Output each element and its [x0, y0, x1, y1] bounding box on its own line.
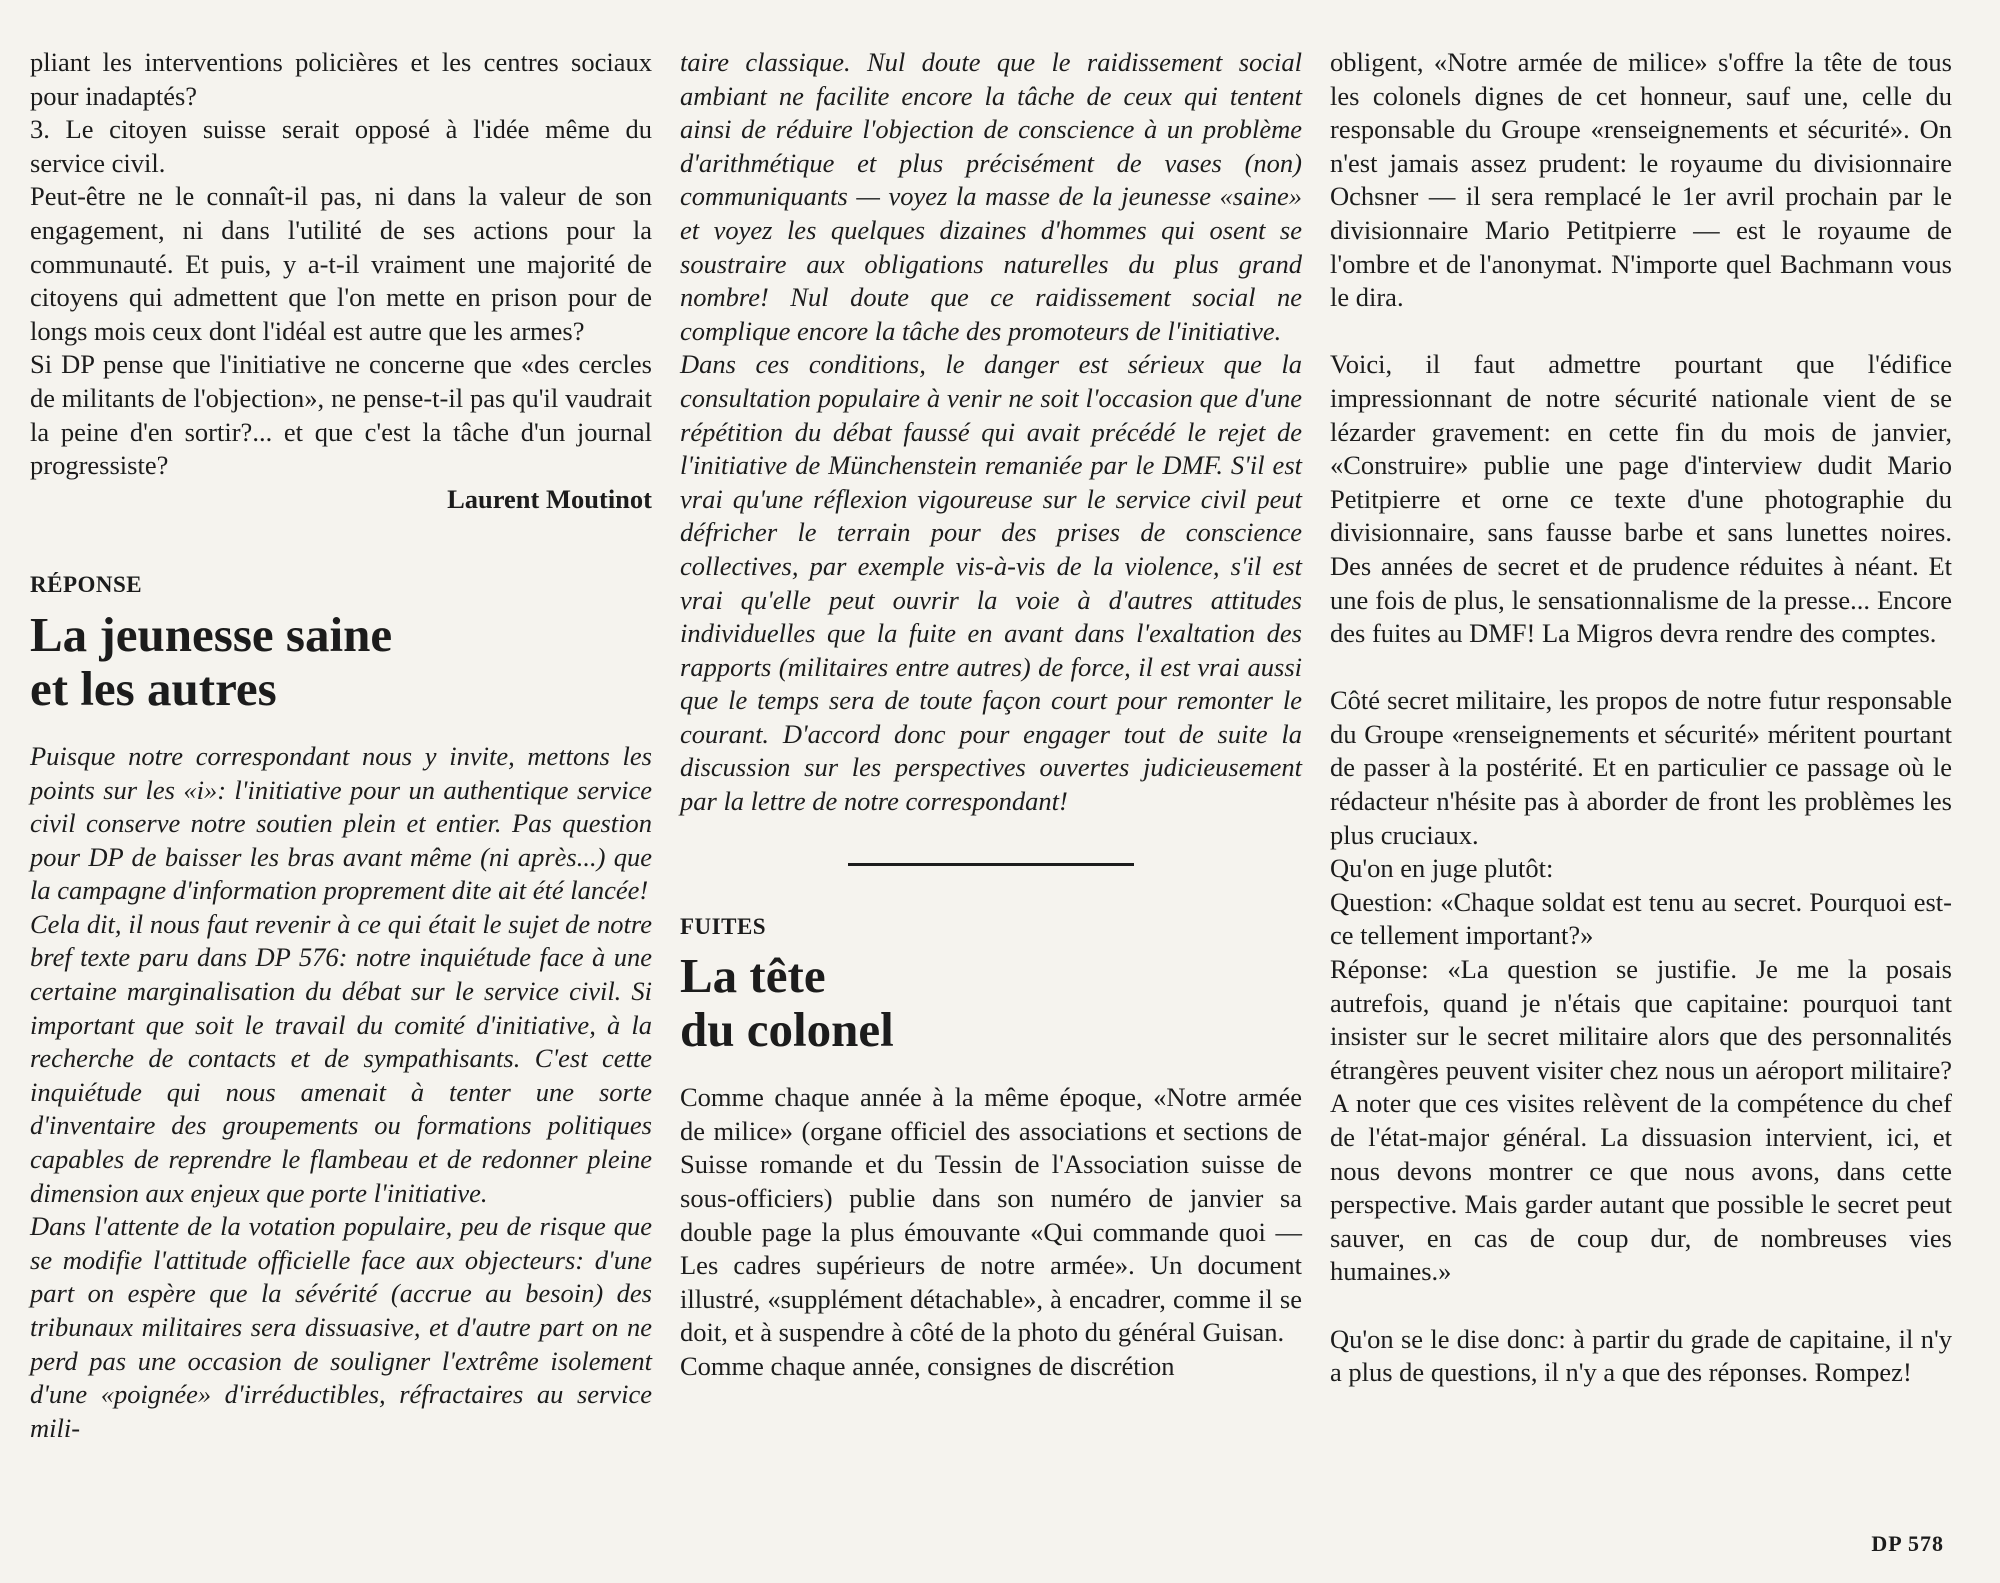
fuites-paragraph: Côté secret militaire, les propos de notre futur responsable du Groupe «renseignements et sécurité» méritent pourtant de passer à la postérité. Et en particulier ce passage où le rédacteur n'hésite pas à aborder de front les problèmes les plus cruciaux.: [1330, 685, 1952, 850]
fuites-paragraph: Comme chaque année à la même époque, «Notre armée de milice» (organe officiel des associations et sections de Suisse romande et du Tessin de l'Association suisse de sous-officiers) publie dans son numéro de janvier sa double page la plus émouvante «Qui commande quoi — Les cadres supérieurs de notre armée». Un document illustré, «supplément détachable», à encadrer, comme il se doit, et à suspendre à côté de la photo du général Guisan.: [680, 1082, 1302, 1348]
reponse-headline-line: La jeunesse saine: [30, 606, 393, 662]
column-2: [680, 46, 1302, 1384]
fuites-paragraph: Comme chaque année, consignes de discrétion: [680, 1351, 1175, 1381]
letter-paragraph: 3. Le citoyen suisse serait opposé à l'idée même du service civil.: [30, 114, 652, 178]
column-3: [1330, 46, 1952, 1390]
reponse-paragraph: Dans l'attente de la votation populaire, peu de risque que se modifie l'attitude officielle face aux objecteurs: d'une part on espère que la sévérité (accrue au besoin) des tribunaux militaires sera dissuasive, et d'autre part on ne perd pas une occasion de souligner l'extrême isolement d'une «poignée» d'irréductibles, réfractaires au service mili-: [30, 1211, 652, 1443]
reponse-headline-line: et les autres: [30, 660, 277, 716]
fuites-headline-line: La tête: [680, 948, 826, 1004]
reponse-paragraph: taire classique. Nul doute que le raidissement social ambiant ne facilite encore la tâche de ceux qui tentent ainsi de réduire l'objection de conscience à un problème d'arithmétique et plus précisément de vases (non) communiquants — voyez la masse de la jeunesse «saine» et voyez les quelques dizaines d'hommes qui osent se soustraire aux obligations naturelles du plus grand nombre! Nul doute que ce raidissement social ne complique encore la tâche des promoteurs de l'initiative.: [680, 47, 1302, 346]
reader-letter: [30, 46, 652, 516]
reponse-paragraph: Puisque notre correspondant nous y invite, mettons les points sur les «i»: l'initiative pour un authentique service civil conserve notre soutien plein et entier. Pas question pour DP de baisser les bras avant même (ni après...) que la campagne d'information proprement dite ait été lancée!: [30, 740, 652, 906]
fuites-paragraph: Qu'on en juge plutôt:: [1330, 853, 1554, 884]
interview-question: Question: «Chaque soldat est tenu au secret. Pourquoi est-ce tellement important?»: [1330, 886, 1952, 951]
issue-number: DP 578: [1871, 1531, 1944, 1556]
letter-paragraph: Peut-être ne le connaît-il pas, ni dans la valeur de son engagement, ni dans l'utilité de ses actions pour la communauté. Et puis, y a-t-il vraiment une majorité de citoyens qui admettent que l'on mette en prison pour de longs mois ceux dont l'idéal est autre que les armes?: [30, 181, 652, 346]
section-divider: [848, 863, 1134, 866]
fuites-paragraph: Voici, il faut admettre pourtant que l'édifice impressionnant de notre sécurité nationale vient de se lézarder gravement: en cette fin du mois de janvier, «Construire» publie une page d'interview dudit Mario Petitpierre et orne ce texte d'une photographie du divisionnaire, sans fausse barbe et sans lunettes noires. Des années de secret et de prudence réduites à néant. Et une fois de plus, le sensationnalisme de la presse... Encore des fuites au DMF! La Migros devra rendre des comptes.: [1330, 349, 1952, 649]
fuites-paragraph: obligent, «Notre armée de milice» s'offre la tête de tous les colonels dignes de cet honneur, sauf une, celle du responsable du Groupe «renseignements et sécurité». On n'est jamais assez prudent: le royaume du divisionnaire Ochsner — il sera remplacé le 1er avril prochain par le divisionnaire Mario Petitpierre — est le royaume de l'ombre et de l'anonymat. N'importe quel Bachmann vous le dira.: [1330, 47, 1952, 313]
fuites-headline-line: du colonel: [680, 1002, 894, 1058]
reponse-paragraph: Cela dit, il nous faut revenir à ce qui était le sujet de notre bref texte paru dans DP 576: notre inquiétude face à une certaine marginalisation du débat sur le service civil. Si important que soit le travail du comité d'initiative, à la recherche de contacts et de sympathisants. C'est cette inquiétude qui nous amenait à tenter une sorte d'inventaire des groupements ou formations politiques capables de reprendre le flambeau et de redonner pleine dimension aux enjeux que porte l'initiative.: [30, 908, 652, 1208]
letter-paragraph: Si DP pense que l'initiative ne concerne que «des cercles de militants de l'objection», ne pense-t-il pas qu'il vaudrait la peine d'en sortir?... et que c'est la tâche d'un journal progressiste?: [30, 349, 652, 481]
interview-answer: Réponse: «La question se justifie. Je me la posais autrefois, quand je n'étais que capitaine: pourquoi tant insister sur le secret militaire alors que des personnalités étrangères peuvent visiter chez nous un aéroport militaire? A noter que ces visites relèvent de la compétence du chef de l'état-major général. La dissuasion intervient, ici, et nous devons montrer ce que nous avons, dans cette perspective. Mais garder autant que possible le secret peut sauver, en cas de coup dur, de nombreuses vies humaines.»: [1330, 954, 1952, 1287]
reponse-kicker: RÉPONSE: [30, 572, 143, 598]
reponse-body: [30, 740, 652, 1445]
fuites-paragraph: Qu'on se le dise donc: à partir du grade de capitaine, il n'y a plus de questions, il n'y a que des réponses. Rompez!: [1330, 1323, 1952, 1388]
fuites-headline: [680, 949, 1302, 1057]
column-1: [30, 46, 652, 1445]
fuites-kicker: FUITES: [680, 913, 767, 939]
reponse-paragraph: Dans ces conditions, le danger est sérieux que la consultation populaire à venir ne soit l'occasion que d'une répétition du débat faussé qui avait précédé le rejet de l'initiative de Münchenstein remaniée par le DMF. S'il est vrai qu'une réflexion vigoureuse sur le service civil peut défricher le terrain pour des prises de conscience collectives, par exemple vis-à-vis de la violence, s'il est vrai qu'elle peut ouvrir la voie à d'autres attitudes individuelles que la fuite en avant dans l'exaltation des rapports (militaires entre autres) de force, il est vrai aussi que le temps sera de toute façon court pour remonter le courant. D'accord donc pour engager tout de suite la discussion sur les perspectives ouvertes judicieusement par la lettre de notre correspondant!: [680, 349, 1302, 817]
fuites-body: [680, 1081, 1302, 1383]
letter-signature: Laurent Moutinot: [447, 483, 652, 514]
reponse-body-continued: [680, 46, 1302, 819]
reponse-headline: [30, 608, 652, 716]
letter-paragraph: pliant les interventions policières et les centres sociaux pour inadaptés?: [30, 47, 652, 111]
